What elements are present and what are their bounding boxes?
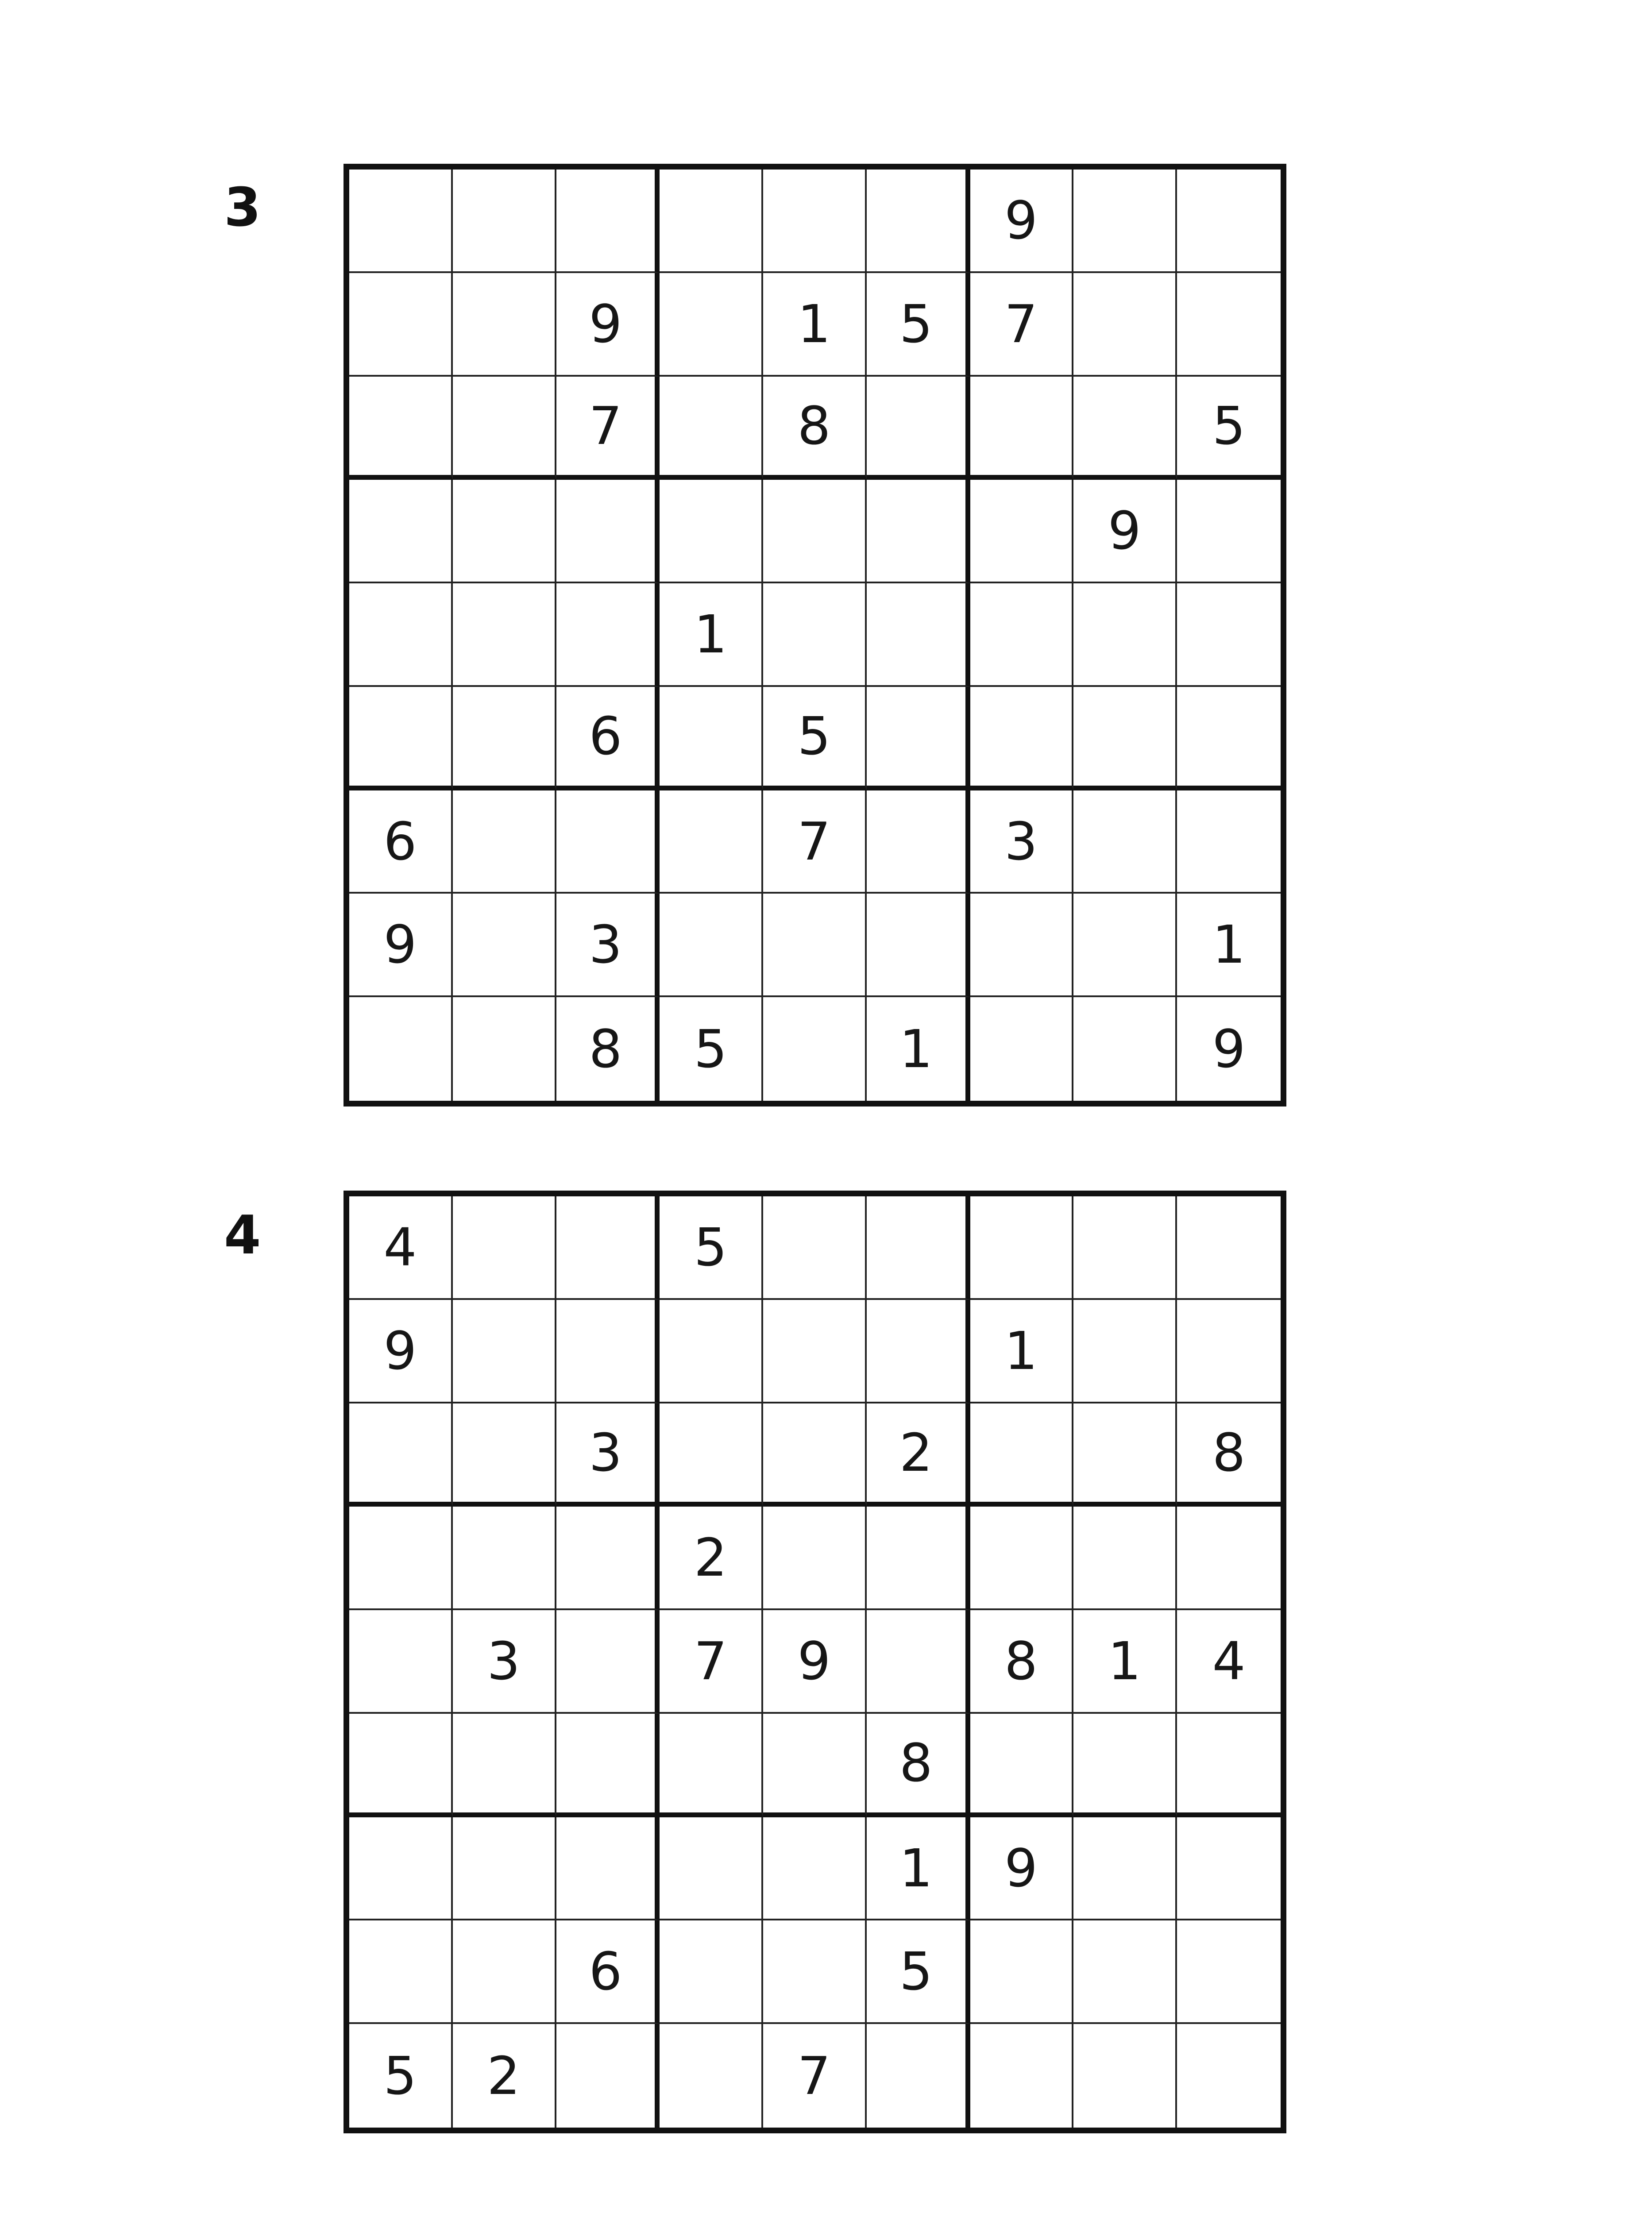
given-digit-cell[interactable]: 7 xyxy=(556,377,660,480)
empty-cell[interactable] xyxy=(556,1714,660,1817)
empty-cell[interactable] xyxy=(453,1507,556,1610)
empty-cell[interactable] xyxy=(867,894,970,997)
empty-cell[interactable] xyxy=(660,2024,763,2128)
given-digit-cell[interactable]: 5 xyxy=(763,687,867,790)
empty-cell[interactable] xyxy=(556,170,660,273)
given-digit-cell[interactable]: 1 xyxy=(970,1300,1074,1403)
empty-cell[interactable] xyxy=(970,377,1074,480)
given-digit-cell[interactable]: 9 xyxy=(1073,480,1177,583)
empty-cell[interactable] xyxy=(556,1196,660,1300)
given-digit-cell[interactable]: 8 xyxy=(1177,1403,1281,1507)
sudoku-grid-4 xyxy=(344,1191,1286,2133)
empty-cell[interactable] xyxy=(1177,273,1281,377)
empty-cell[interactable] xyxy=(1073,1817,1177,1921)
empty-cell[interactable] xyxy=(763,1196,867,1300)
given-digit-cell[interactable]: 5 xyxy=(867,273,970,377)
empty-cell[interactable] xyxy=(1073,997,1177,1101)
empty-cell[interactable] xyxy=(453,377,556,480)
empty-cell[interactable] xyxy=(453,273,556,377)
given-digit-cell[interactable]: 1 xyxy=(867,997,970,1101)
empty-cell[interactable] xyxy=(1073,583,1177,687)
empty-cell[interactable] xyxy=(1177,1300,1281,1403)
given-digit-cell[interactable]: 7 xyxy=(970,273,1074,377)
given-digit-cell[interactable]: 8 xyxy=(763,377,867,480)
empty-cell[interactable] xyxy=(349,480,453,583)
empty-cell[interactable] xyxy=(970,1403,1074,1507)
empty-cell[interactable] xyxy=(660,1403,763,1507)
empty-cell[interactable] xyxy=(970,687,1074,790)
empty-cell[interactable] xyxy=(1177,583,1281,687)
empty-cell[interactable] xyxy=(453,170,556,273)
given-digit-cell[interactable]: 1 xyxy=(1177,894,1281,997)
given-digit-cell[interactable]: 5 xyxy=(1177,377,1281,480)
empty-cell[interactable] xyxy=(1073,170,1177,273)
given-digit-cell[interactable]: 9 xyxy=(970,170,1074,273)
empty-cell[interactable] xyxy=(763,1817,867,1921)
empty-cell[interactable] xyxy=(556,2024,660,2128)
empty-cell[interactable] xyxy=(453,480,556,583)
empty-cell[interactable] xyxy=(763,583,867,687)
empty-cell[interactable] xyxy=(556,480,660,583)
empty-cell[interactable] xyxy=(556,583,660,687)
given-digit-cell[interactable]: 2 xyxy=(453,2024,556,2128)
empty-cell[interactable] xyxy=(1073,1196,1177,1300)
empty-cell[interactable] xyxy=(763,997,867,1101)
empty-cell[interactable] xyxy=(867,583,970,687)
empty-cell[interactable] xyxy=(1177,480,1281,583)
empty-cell[interactable] xyxy=(660,1714,763,1817)
empty-cell[interactable] xyxy=(349,1817,453,1921)
empty-cell[interactable] xyxy=(349,687,453,790)
empty-cell[interactable] xyxy=(556,1300,660,1403)
empty-cell[interactable] xyxy=(349,1507,453,1610)
given-digit-cell[interactable]: 9 xyxy=(763,1610,867,1714)
empty-cell[interactable] xyxy=(660,1920,763,2024)
given-digit-cell[interactable]: 7 xyxy=(763,790,867,894)
empty-cell[interactable] xyxy=(763,1403,867,1507)
empty-cell[interactable] xyxy=(453,1403,556,1507)
given-digit-cell[interactable]: 9 xyxy=(349,1300,453,1403)
empty-cell[interactable] xyxy=(556,1817,660,1921)
given-digit-cell[interactable]: 5 xyxy=(349,2024,453,2128)
empty-cell[interactable] xyxy=(763,1714,867,1817)
sudoku-grid-3 xyxy=(344,164,1286,1106)
given-digit-cell[interactable]: 4 xyxy=(1177,1610,1281,1714)
empty-cell[interactable] xyxy=(763,480,867,583)
empty-cell[interactable] xyxy=(349,273,453,377)
empty-cell[interactable] xyxy=(349,583,453,687)
given-digit-cell[interactable]: 6 xyxy=(556,687,660,790)
empty-cell[interactable] xyxy=(349,1610,453,1714)
given-digit-cell[interactable]: 1 xyxy=(660,583,763,687)
empty-cell[interactable] xyxy=(1073,790,1177,894)
empty-cell[interactable] xyxy=(660,377,763,480)
given-digit-cell[interactable]: 5 xyxy=(867,1920,970,2024)
empty-cell[interactable] xyxy=(556,790,660,894)
empty-cell[interactable] xyxy=(660,687,763,790)
empty-cell[interactable] xyxy=(1073,1507,1177,1610)
empty-cell[interactable] xyxy=(1073,1300,1177,1403)
empty-cell[interactable] xyxy=(1177,170,1281,273)
empty-cell[interactable] xyxy=(349,1920,453,2024)
empty-cell[interactable] xyxy=(970,997,1074,1101)
empty-cell[interactable] xyxy=(453,1300,556,1403)
empty-cell[interactable] xyxy=(970,1714,1074,1817)
given-digit-cell[interactable]: 7 xyxy=(763,2024,867,2128)
empty-cell[interactable] xyxy=(1177,790,1281,894)
given-digit-cell[interactable]: 9 xyxy=(349,894,453,997)
given-digit-cell[interactable]: 8 xyxy=(867,1714,970,1817)
puzzle-number-3: 3 xyxy=(224,177,261,239)
empty-cell[interactable] xyxy=(660,1817,763,1921)
empty-cell[interactable] xyxy=(1177,1817,1281,1921)
given-digit-cell[interactable]: 9 xyxy=(970,1817,1074,1921)
empty-cell[interactable] xyxy=(453,1196,556,1300)
empty-cell[interactable] xyxy=(349,1714,453,1817)
empty-cell[interactable] xyxy=(763,1507,867,1610)
empty-cell[interactable] xyxy=(867,377,970,480)
empty-cell[interactable] xyxy=(1073,1714,1177,1817)
given-digit-cell[interactable]: 1 xyxy=(867,1817,970,1921)
empty-cell[interactable] xyxy=(453,1920,556,2024)
empty-cell[interactable] xyxy=(1177,687,1281,790)
given-digit-cell[interactable]: 6 xyxy=(349,790,453,894)
given-digit-cell[interactable]: 9 xyxy=(556,273,660,377)
empty-cell[interactable] xyxy=(970,2024,1074,2128)
given-digit-cell[interactable]: 9 xyxy=(1212,1018,1246,1080)
empty-cell[interactable] xyxy=(1073,1920,1177,2024)
empty-cell[interactable] xyxy=(660,894,763,997)
empty-cell[interactable] xyxy=(349,377,453,480)
empty-cell[interactable] xyxy=(453,894,556,997)
empty-cell[interactable] xyxy=(970,894,1074,997)
empty-cell[interactable] xyxy=(867,1300,970,1403)
empty-cell[interactable] xyxy=(1177,1714,1281,1817)
empty-cell[interactable] xyxy=(453,583,556,687)
empty-cell[interactable] xyxy=(763,1920,867,2024)
empty-cell[interactable] xyxy=(1073,2024,1177,2128)
empty-cell[interactable] xyxy=(867,170,970,273)
empty-cell[interactable] xyxy=(970,1196,1074,1300)
empty-cell[interactable] xyxy=(556,1507,660,1610)
empty-cell[interactable] xyxy=(763,1300,867,1403)
empty-cell[interactable] xyxy=(867,1610,970,1714)
empty-cell[interactable] xyxy=(660,480,763,583)
empty-cell[interactable] xyxy=(660,273,763,377)
empty-cell[interactable] xyxy=(867,790,970,894)
given-digit-cell[interactable]: 5 xyxy=(660,997,763,1101)
given-digit-cell[interactable]: 3 xyxy=(970,790,1074,894)
empty-cell[interactable] xyxy=(763,170,867,273)
empty-cell[interactable] xyxy=(1073,894,1177,997)
empty-cell[interactable] xyxy=(660,170,763,273)
given-digit-cell[interactable]: 7 xyxy=(660,1610,763,1714)
empty-cell[interactable] xyxy=(660,1300,763,1403)
given-digit-cell[interactable]: 1 xyxy=(763,273,867,377)
empty-cell[interactable] xyxy=(453,1817,556,1921)
empty-cell[interactable] xyxy=(349,1403,453,1507)
empty-cell[interactable] xyxy=(453,997,556,1101)
empty-cell[interactable] xyxy=(763,894,867,997)
empty-cell[interactable] xyxy=(660,790,763,894)
empty-cell[interactable] xyxy=(349,997,453,1101)
empty-cell[interactable] xyxy=(453,790,556,894)
empty-cell[interactable] xyxy=(1073,273,1177,377)
empty-cell[interactable] xyxy=(1177,1920,1281,2024)
empty-cell[interactable] xyxy=(867,687,970,790)
given-digit-cell[interactable]: 3 xyxy=(556,894,660,997)
empty-cell[interactable] xyxy=(970,1507,1074,1610)
empty-cell[interactable] xyxy=(349,170,453,273)
given-digit-cell[interactable]: 2 xyxy=(660,1507,763,1610)
puzzle-number-4: 4 xyxy=(224,1205,261,1266)
empty-cell[interactable] xyxy=(453,687,556,790)
empty-cell[interactable] xyxy=(867,1196,970,1300)
empty-cell[interactable] xyxy=(556,1610,660,1714)
given-digit-cell[interactable]: 1 xyxy=(1073,1610,1177,1714)
empty-cell[interactable] xyxy=(1177,1196,1281,1300)
given-digit-cell[interactable]: 8 xyxy=(970,1610,1074,1714)
empty-cell[interactable] xyxy=(867,480,970,583)
given-digit-cell[interactable]: 6 xyxy=(556,1920,660,2024)
given-digit-cell[interactable]: 8 xyxy=(556,997,660,1101)
given-digit-cell[interactable]: 3 xyxy=(556,1403,660,1507)
given-digit-cell[interactable]: 2 xyxy=(867,1403,970,1507)
given-digit-cell[interactable]: 5 xyxy=(660,1196,763,1300)
empty-cell[interactable] xyxy=(1177,1507,1281,1610)
empty-cell[interactable] xyxy=(970,583,1074,687)
empty-cell[interactable] xyxy=(867,2024,970,2128)
empty-cell[interactable] xyxy=(1073,377,1177,480)
empty-cell[interactable] xyxy=(1073,1403,1177,1507)
given-digit-cell[interactable]: 3 xyxy=(453,1610,556,1714)
empty-cell[interactable] xyxy=(1073,687,1177,790)
empty-cell[interactable] xyxy=(970,480,1074,583)
empty-cell[interactable] xyxy=(453,1714,556,1817)
empty-cell[interactable] xyxy=(1177,2024,1281,2128)
empty-cell[interactable] xyxy=(867,1507,970,1610)
given-digit-cell[interactable]: 4 xyxy=(349,1196,453,1300)
empty-cell[interactable] xyxy=(970,1920,1074,2024)
